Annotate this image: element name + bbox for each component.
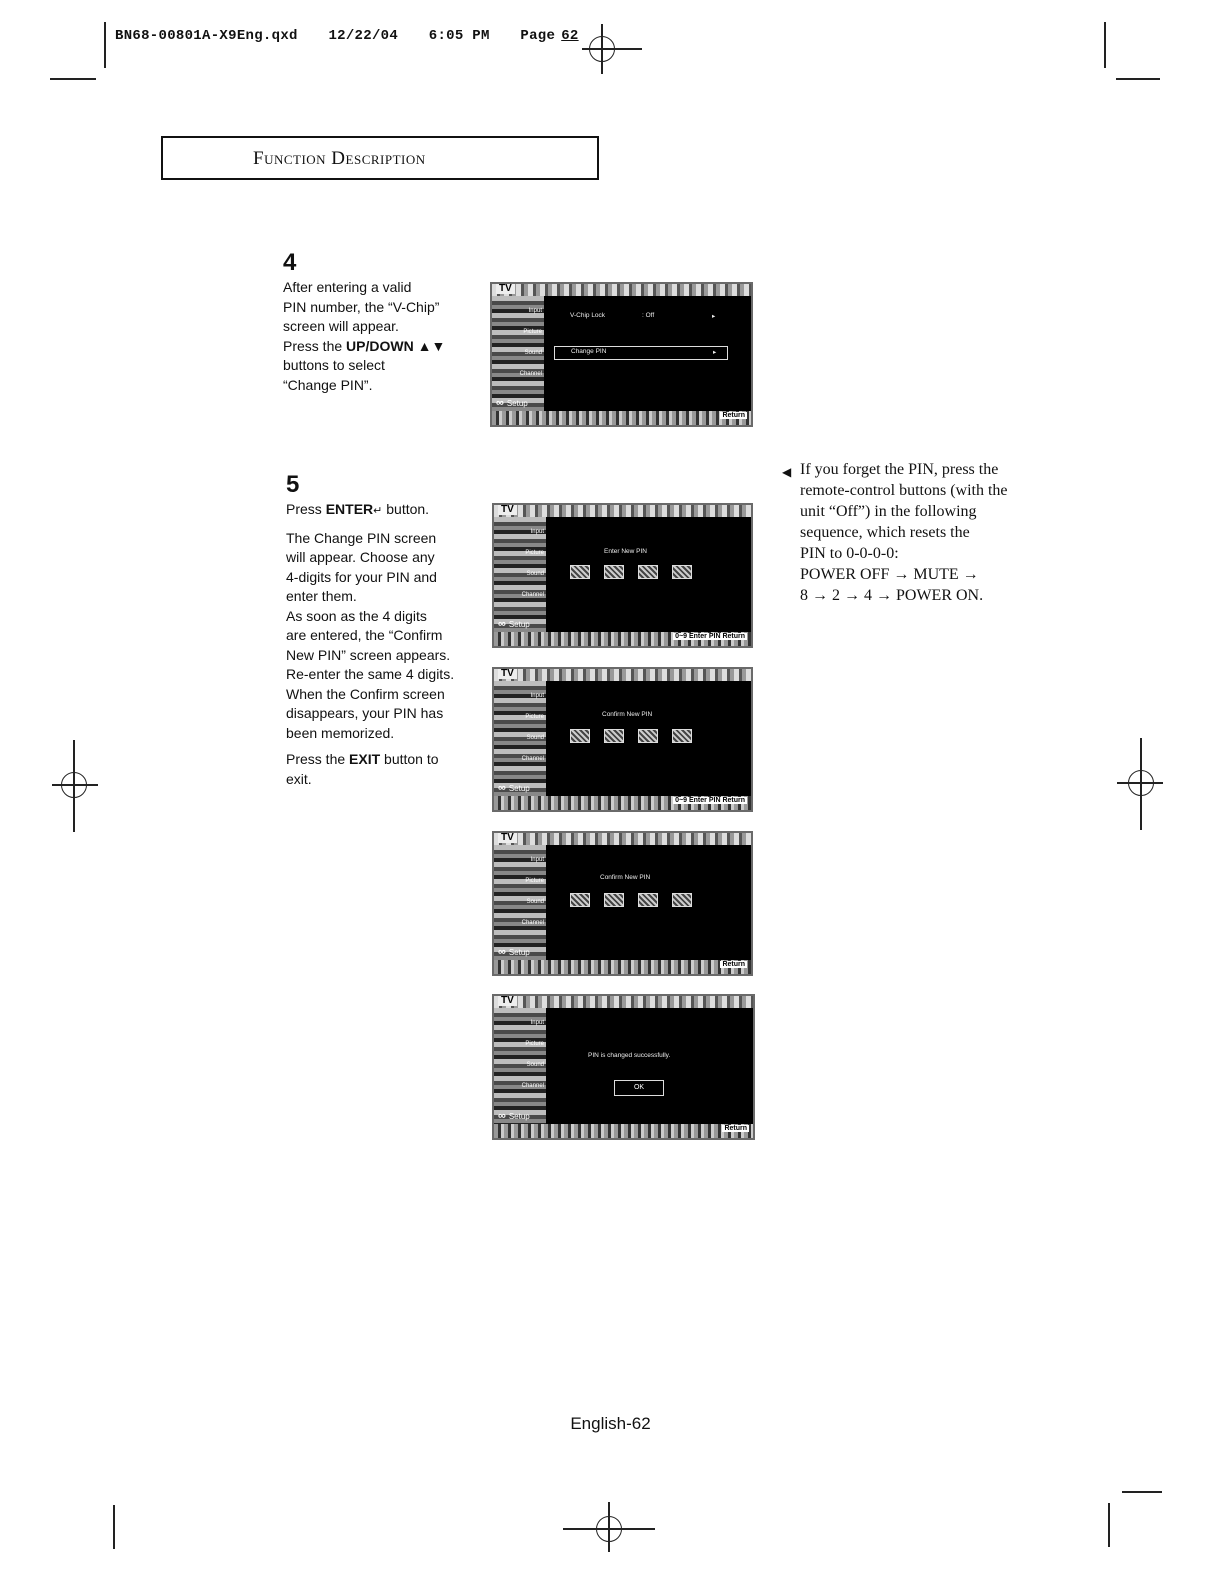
side-item-sound: Sound <box>526 571 544 577</box>
crop-line <box>1104 22 1106 68</box>
setup-label <box>498 946 530 958</box>
side-item-picture: Picture <box>523 329 542 335</box>
pin-digits <box>570 565 692 579</box>
registration-mark-line <box>73 740 75 832</box>
pin-digit <box>672 565 692 579</box>
text-span: Press the <box>283 337 347 354</box>
screen-sidebar <box>494 681 546 796</box>
side-item-channel: Channel <box>521 920 544 926</box>
step-number: 4 <box>283 249 297 276</box>
crop-line <box>50 78 96 80</box>
screen-sidebar <box>492 296 544 411</box>
pin-digit <box>672 893 692 907</box>
pin-digit <box>638 729 658 743</box>
pin-reset-note <box>782 459 1042 606</box>
text-line: exit. <box>286 770 312 787</box>
note-line: unit “Off”) in the following <box>800 503 977 520</box>
text-span: button. <box>382 501 430 517</box>
ok-button: OK <box>614 1080 664 1096</box>
side-item-picture: Picture <box>525 714 544 720</box>
screen-topbar <box>494 996 753 1008</box>
pin-digit <box>570 893 590 907</box>
screen-sidebar <box>494 845 546 960</box>
paragraph <box>286 500 481 522</box>
setup-text: Setup <box>508 620 530 629</box>
return-label: Return <box>722 961 745 968</box>
note-line: PIN to 0-0-0-0: <box>800 545 899 562</box>
text-line: are entered, the “Confirm <box>286 627 443 643</box>
crop-line <box>104 22 106 68</box>
side-item-channel: Channel <box>519 371 542 377</box>
change-pin-row <box>554 346 728 360</box>
screen-topbar <box>494 505 751 517</box>
text-span: Press the <box>286 751 350 767</box>
print-header <box>115 28 601 44</box>
screen-bottombar <box>494 796 751 810</box>
note-line: remote-control buttons (with the <box>800 482 1008 499</box>
text-line: The Change PIN screen <box>286 529 437 546</box>
screen-bottombar <box>494 632 751 646</box>
side-item-channel: Channel <box>521 592 544 598</box>
crop-line <box>1108 1503 1110 1547</box>
pin-digit <box>672 729 692 743</box>
note-body <box>800 459 1042 606</box>
side-item-picture: Picture <box>525 1041 544 1047</box>
setup-text: Setup <box>508 784 530 793</box>
setup-icon: ∞ <box>498 782 506 794</box>
step-5-text <box>286 500 481 796</box>
text-line: As soon as the 4 digits <box>286 607 427 624</box>
pin-digit <box>604 893 624 907</box>
screen-sidebar <box>494 1008 546 1124</box>
text-line <box>283 337 473 357</box>
text-line: After entering a valid <box>283 279 412 295</box>
pin-digit <box>570 565 590 579</box>
bottom-hint: 0~9 Enter PIN Return <box>675 633 745 640</box>
text-line: disappears, your PIN has <box>286 705 444 721</box>
screen-bottombar <box>494 1124 753 1138</box>
tv-screen-vchip <box>490 282 753 427</box>
pin-prompt: Enter New PIN <box>604 548 647 555</box>
bottom-hint: 0~9 Enter PIN Return <box>675 797 745 804</box>
setup-icon: ∞ <box>496 397 504 409</box>
text-line: Re-enter the same 4 digits. <box>286 666 455 682</box>
note-line: If you forget the PIN, press the <box>800 461 999 478</box>
page-number: 62 <box>561 28 579 44</box>
text-line: buttons to select <box>283 357 385 373</box>
side-item-sound: Sound <box>524 350 542 356</box>
registration-mark-line <box>563 1528 655 1530</box>
text-span: Press <box>286 501 326 517</box>
screen-sidebar <box>494 517 546 632</box>
side-item-input: Input <box>530 529 544 535</box>
registration-mark-line <box>52 784 98 786</box>
note-line: 8 → 2 → 4 → POWER ON. <box>800 587 984 604</box>
pin-digits <box>570 729 692 743</box>
pin-prompt: Confirm New PIN <box>600 874 651 881</box>
screen-bottombar <box>494 960 751 974</box>
setup-label <box>498 1110 530 1122</box>
text-line: PIN number, the “V-Chip” <box>283 298 440 315</box>
pin-digit <box>638 565 658 579</box>
side-item-sound: Sound <box>526 1062 544 1068</box>
tv-screen-pin-changed <box>492 994 755 1140</box>
vchip-lock-label: V-Chip Lock <box>570 312 606 319</box>
tv-label: TV <box>498 995 517 1006</box>
pin-digit <box>604 565 624 579</box>
setup-label <box>498 618 530 630</box>
side-item-input: Input <box>530 693 544 699</box>
section-header <box>161 136 599 180</box>
registration-mark-line <box>1140 738 1142 830</box>
pin-digits <box>570 893 692 907</box>
side-item-sound: Sound <box>526 899 544 905</box>
step-number: 5 <box>286 471 300 498</box>
setup-text: Setup <box>506 399 528 408</box>
crop-line <box>1116 78 1160 80</box>
step-4-text <box>283 278 473 395</box>
file-name: BN68-00801A-X9Eng.qxd <box>115 28 298 44</box>
tv-label: TV <box>498 832 517 843</box>
text-line: will appear. Choose any <box>286 549 435 565</box>
text-line: “Change PIN”. <box>283 376 373 393</box>
paragraph <box>286 529 481 744</box>
registration-mark-line <box>582 48 642 50</box>
enter-icon: ↵ <box>373 505 383 517</box>
tv-screen-confirm-pin-entered <box>492 831 753 976</box>
tv-label: TV <box>498 504 517 515</box>
return-label: Return <box>722 412 745 419</box>
crop-line <box>113 1505 115 1549</box>
arrow-right-icon: ▸ <box>712 313 716 320</box>
side-item-channel: Channel <box>521 756 544 762</box>
tv-screen-confirm-pin <box>492 667 753 812</box>
tv-label: TV <box>498 668 517 679</box>
pin-digit <box>638 893 658 907</box>
text-line: screen will appear. <box>283 318 399 334</box>
side-item-input: Input <box>530 857 544 863</box>
setup-label <box>496 397 528 409</box>
setup-text: Setup <box>508 948 530 957</box>
note-pointer-icon: ◀ <box>782 465 792 479</box>
setup-icon: ∞ <box>498 1110 506 1122</box>
note-line: POWER OFF → MUTE → <box>800 566 979 583</box>
setup-icon: ∞ <box>498 618 506 630</box>
screen-bottombar <box>492 411 751 425</box>
key-name: ENTER <box>325 501 374 517</box>
key-name: EXIT <box>349 751 381 767</box>
page-footer: English-62 <box>570 1414 651 1433</box>
page-label: Page <box>520 28 556 44</box>
text-line: 4-digits for your PIN and <box>286 568 437 585</box>
pin-digit <box>604 729 624 743</box>
print-date: 12/22/04 <box>328 28 399 44</box>
tv-label: TV <box>496 283 515 294</box>
text-span: button to <box>380 751 439 767</box>
section-title: Function Description <box>253 148 426 169</box>
setup-label <box>498 782 530 794</box>
vchip-lock-value: : Off <box>642 312 655 319</box>
registration-mark-line <box>1117 782 1163 784</box>
pin-prompt: Confirm New PIN <box>602 711 653 718</box>
pin-digit <box>570 729 590 743</box>
side-item-sound: Sound <box>526 735 544 741</box>
change-pin-label: Change PIN <box>571 348 607 355</box>
note-line: sequence, which resets the <box>800 524 970 541</box>
screen-topbar <box>492 284 751 296</box>
side-item-input: Input <box>530 1020 544 1026</box>
text-line: When the Confirm screen <box>286 685 445 702</box>
text-line: New PIN” screen appears. <box>286 646 451 663</box>
return-label: Return <box>724 1125 747 1132</box>
crop-line <box>1122 1491 1162 1493</box>
print-time: 6:05 PM <box>428 28 490 44</box>
arrow-right-icon: ▸ <box>713 349 717 356</box>
side-item-channel: Channel <box>521 1083 544 1089</box>
side-item-picture: Picture <box>525 878 544 884</box>
text-line: enter them. <box>286 588 357 604</box>
screen-topbar <box>494 669 751 681</box>
setup-icon: ∞ <box>498 946 506 958</box>
side-item-picture: Picture <box>525 550 544 556</box>
paragraph <box>286 750 481 789</box>
text-line: been memorized. <box>286 724 395 741</box>
side-item-input: Input <box>528 308 542 314</box>
screen-topbar <box>494 833 751 845</box>
pin-changed-message: PIN is changed successfully. <box>588 1052 671 1059</box>
tv-screen-enter-pin <box>492 503 753 648</box>
key-name: UP/DOWN ▲▼ <box>346 337 446 354</box>
setup-text: Setup <box>508 1112 530 1121</box>
registration-mark-line <box>608 1502 610 1552</box>
